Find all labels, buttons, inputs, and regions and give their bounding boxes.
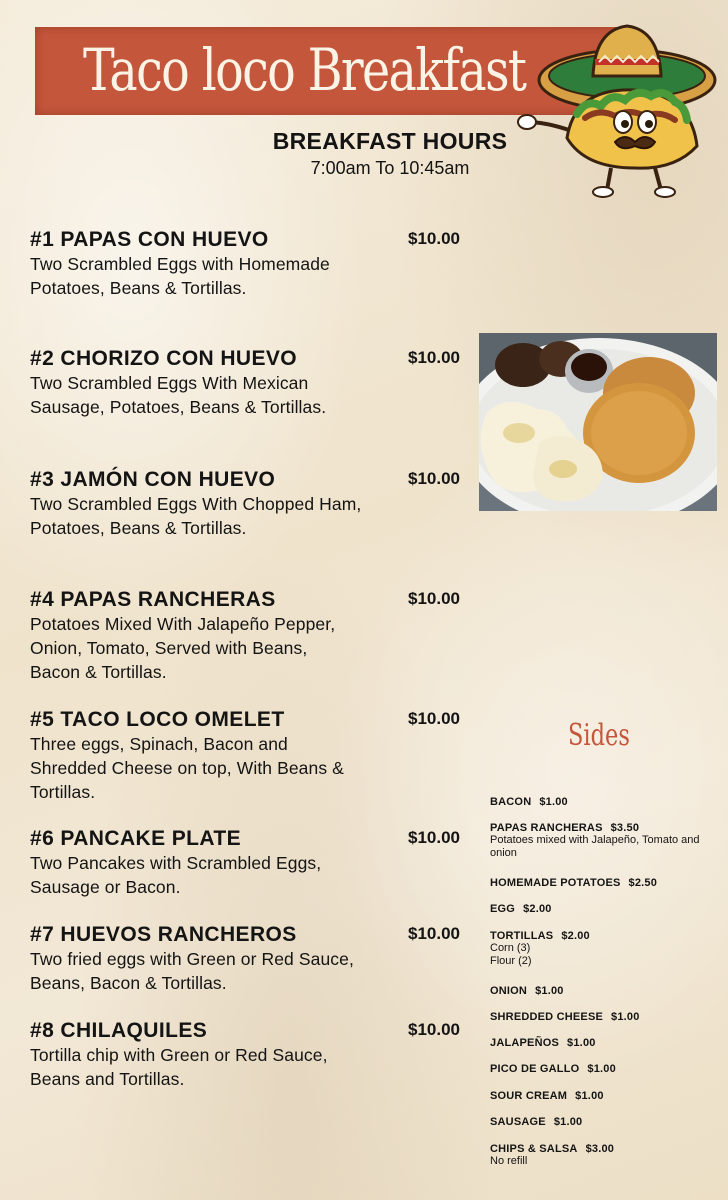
side-name: SAUSAGE [490, 1116, 546, 1128]
item-name: #5 TACO LOCO OMELET [30, 708, 285, 731]
item-price: $10.00 [408, 709, 460, 728]
side-item [490, 903, 722, 915]
item-name: #7 HUEVOS RANCHEROS [30, 923, 297, 946]
side-price: $1.00 [587, 1063, 616, 1075]
side-item [490, 796, 722, 808]
side-price: $2.50 [628, 877, 658, 889]
breakfast-hours-title: BREAKFAST HOURS [272, 128, 508, 154]
side-item [490, 1116, 722, 1128]
side-name: PICO DE GALLO [490, 1063, 580, 1075]
item-name: #6 PANCAKE PLATE [30, 827, 241, 850]
side-item [490, 985, 722, 997]
side-item [490, 1011, 722, 1023]
side-price: $3.50 [610, 822, 640, 834]
side-name: PAPAS RANCHERAS [490, 822, 603, 834]
menu-title: Taco loco Breakfast [83, 36, 526, 104]
menu-item-3 [30, 467, 480, 540]
side-item [490, 930, 722, 968]
breakfast-plate-photo [479, 333, 717, 511]
item-price: $10.00 [408, 229, 460, 248]
side-price: $3.00 [585, 1143, 615, 1155]
side-note: Potatoes mixed with Jalapeño, Tomato and onion [490, 834, 700, 859]
breakfast-hours-time: 7:00am To 10:45am [310, 158, 470, 178]
side-price: $1.00 [575, 1090, 604, 1102]
item-price: $10.00 [408, 348, 460, 367]
side-item [490, 822, 722, 860]
item-description: Potatoes Mixed With Jalapeño Pepper, Onion, Tomato, Served with Beans, Bacon & Tortillas. [30, 614, 336, 682]
side-name: SOUR CREAM [490, 1090, 568, 1102]
item-price: $10.00 [408, 924, 460, 943]
side-price: $1.00 [553, 1116, 583, 1128]
item-price: $10.00 [408, 589, 460, 608]
sides-title: Sides [568, 718, 630, 753]
side-name: SHREDDED CHEESE [490, 1011, 604, 1023]
menu-item-1 [30, 227, 480, 300]
item-name: #8 CHILAQUILES [30, 1019, 208, 1042]
item-name: #1 PAPAS CON HUEVO [30, 228, 269, 251]
side-note: No refill [490, 1155, 528, 1167]
item-description: Two Scrambled Eggs With Chopped Ham, Potatoes, Beans & Tortillas. [30, 494, 362, 538]
side-name: HOMEMADE POTATOES [490, 877, 621, 889]
side-name: ONION [490, 985, 528, 997]
side-price: $1.00 [539, 796, 568, 808]
side-name: TORTILLAS [490, 930, 554, 942]
menu-item-8 [30, 1018, 480, 1091]
item-price: $10.00 [408, 1020, 460, 1039]
side-name: JALAPEÑOS [490, 1037, 560, 1049]
item-description: Two Scrambled Eggs with Homemade Potatoes, Beans & Tortillas. [30, 254, 330, 298]
item-description: Two Pancakes with Scrambled Eggs, Sausage or Bacon. [30, 853, 322, 897]
item-description [30, 1043, 370, 1091]
side-name: BACON [490, 796, 532, 808]
side-price: $1.00 [567, 1037, 596, 1049]
item-description-line: Tortilla chip with Green or Red Sauce, [30, 1045, 328, 1065]
item-description: Three eggs, Spinach, Bacon and Shredded Cheese on top, With Beans & Tortillas. [30, 734, 344, 802]
side-item [490, 1063, 722, 1075]
item-name: #3 JAMÓN CON HUEVO [30, 468, 276, 491]
side-price: $2.00 [561, 930, 590, 942]
side-item [490, 1143, 722, 1168]
item-description: Two fried eggs with Green or Red Sauce, Beans, Bacon & Tortillas. [30, 949, 354, 993]
side-price: $1.00 [611, 1011, 640, 1023]
item-description: Two Scrambled Eggs With Mexican Sausage, Potatoes, Beans & Tortillas. [30, 373, 327, 417]
side-item [490, 877, 722, 889]
side-name: CHIPS & SALSA [490, 1143, 578, 1155]
menu-item-2 [30, 346, 480, 419]
menu-item-4 [30, 587, 480, 684]
side-note: Flour (2) [490, 955, 532, 967]
side-price: $1.00 [535, 985, 564, 997]
side-price: $2.00 [523, 903, 552, 915]
menu-item-7 [30, 922, 480, 995]
side-item [490, 1090, 722, 1102]
item-description-line: Beans and Tortillas. [30, 1069, 185, 1089]
item-name: #4 PAPAS RANCHERAS [30, 588, 276, 611]
side-name: EGG [490, 903, 516, 915]
side-note: Corn (3) [490, 942, 531, 954]
menu-item-5 [30, 707, 480, 804]
menu-item-6 [30, 826, 480, 899]
item-price: $10.00 [408, 828, 460, 847]
item-price: $10.00 [408, 469, 460, 488]
item-name: #2 CHORIZO CON HUEVO [30, 347, 298, 370]
side-item [490, 1037, 722, 1049]
